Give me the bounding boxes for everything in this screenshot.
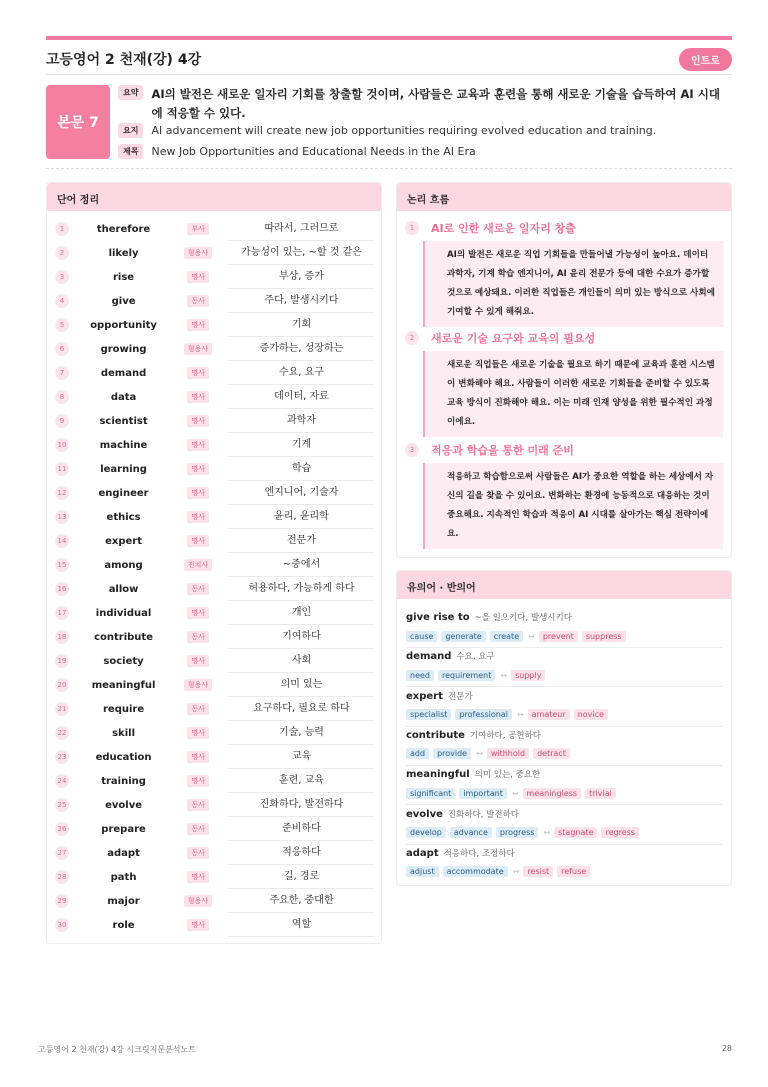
vocab-word: training	[101, 775, 146, 787]
vocab-word: contribute	[94, 631, 153, 643]
vocab-row	[51, 481, 375, 505]
vocab-pos-cell	[178, 367, 218, 379]
vocab-meaning: 주다, 발생시키다	[228, 289, 375, 313]
vocab-word: education	[95, 751, 152, 763]
vocab-row	[51, 361, 375, 385]
antonym-arrow-icon: ↔	[511, 788, 519, 798]
intro-button[interactable]: 인트로	[679, 48, 732, 71]
vocab-pos-cell	[178, 439, 218, 451]
synonym-headword: meaningful	[406, 769, 470, 781]
vocab-pos-cell	[178, 775, 218, 787]
synonym-entry-head	[406, 650, 722, 666]
vocab-number: 12	[55, 486, 69, 500]
vocab-meaning: 허용하다, 가능하게 하다	[228, 577, 375, 601]
vocab-pos-badge: 동사	[187, 295, 209, 307]
vocab-pos-badge: 형용사	[184, 343, 212, 355]
vocab-meaning: 증가하는, 성장하는	[228, 337, 375, 361]
header-divider	[46, 74, 732, 75]
vocab-row	[51, 457, 375, 481]
vocab-meaning: 사회	[228, 649, 375, 673]
vocab-meaning: 기계	[228, 433, 375, 457]
synonym-meaning: 진화하다, 발전하다	[447, 809, 519, 820]
vocab-number: 18	[55, 630, 69, 644]
vocab-word: likely	[108, 247, 139, 259]
synonym-chips	[406, 629, 722, 643]
vocab-pos-cell	[178, 319, 218, 331]
vocab-word: rise	[113, 271, 135, 283]
synonym-entry-head	[406, 847, 722, 863]
synonym-chip: specialist	[406, 709, 451, 720]
vocab-word: opportunity	[90, 319, 157, 331]
vocab-pos-badge: 명사	[187, 535, 209, 547]
vocab-heading: 단어 정리	[47, 183, 381, 211]
synonym-chip: create	[490, 631, 523, 642]
vocab-pos-badge: 명사	[187, 367, 209, 379]
vocab-word: give	[111, 295, 136, 307]
vocab-row	[51, 313, 375, 337]
antonym-arrow-icon: ↔	[476, 749, 483, 759]
vocab-pos-cell	[178, 391, 218, 403]
vocab-pos-badge: 명사	[187, 319, 209, 331]
vocab-meaning: 학습	[228, 457, 375, 481]
summary-row	[118, 85, 721, 123]
vocab-pos-cell	[178, 583, 218, 595]
flow-step-number: 2	[405, 331, 419, 345]
synonym-chip: important	[459, 788, 507, 799]
synonym-entry-head	[406, 729, 722, 745]
synonym-chip: develop	[406, 827, 446, 838]
synonym-entry-head	[406, 808, 722, 824]
vocab-pos-cell	[178, 223, 218, 235]
synonym-chips	[406, 865, 722, 879]
vocab-word: machine	[99, 439, 148, 451]
vocab-number: 1	[55, 222, 69, 236]
synonym-headword: demand	[406, 651, 452, 663]
title-text: New Job Opportunities and Educational Needs in the AI Era	[151, 145, 476, 158]
vocab-pos-badge: 형용사	[184, 247, 212, 259]
synonym-headword: evolve	[406, 808, 443, 820]
page-title: 고등영어 2 천재(강) 4강	[46, 52, 202, 68]
antonym-chip: resist	[523, 866, 553, 877]
synonym-chip: adjust	[406, 866, 439, 877]
antonym-chip: suppress	[582, 631, 626, 642]
synonym-meaning: 수요, 요구	[456, 652, 495, 663]
antonym-arrow-icon: ↔	[543, 828, 551, 837]
synonym-entry	[406, 650, 722, 682]
vocab-pos-cell	[178, 895, 218, 907]
vocab-number: 5	[55, 318, 69, 332]
vocab-word: skill	[112, 727, 135, 739]
vocab-row	[51, 865, 375, 889]
synonym-entry-head	[406, 768, 722, 784]
vocab-word: path	[110, 871, 137, 883]
vocab-pos-cell	[178, 247, 218, 259]
vocab-number: 6	[55, 342, 69, 356]
page-number: 28	[721, 1044, 732, 1053]
synonym-chip: provide	[433, 748, 471, 759]
synonym-chips	[406, 826, 722, 840]
vocab-pos-cell	[178, 919, 218, 931]
antonym-chip: stagnate	[554, 827, 597, 838]
synonym-chip: add	[406, 748, 429, 759]
antonym-chip: amateur	[528, 709, 570, 720]
vocab-number: 21	[55, 702, 69, 716]
vocab-row	[51, 817, 375, 841]
vocab-word: individual	[95, 607, 152, 619]
gist-text: AI advancement will create new job opportunities requiring evolved education and training.	[151, 124, 657, 137]
synonym-chip: progress	[496, 827, 539, 838]
vocab-number: 26	[55, 822, 69, 836]
flow-step-title: AI로 인한 새로운 일자리 창출	[431, 222, 576, 235]
vocab-row	[51, 409, 375, 433]
vocab-word: meaningful	[91, 679, 156, 691]
flow-step-body: 새로운 직업들은 새로운 기술을 필요로 하기 때문에 교육과 훈련 시스템이 변화해야 해요. 사람들이 이러한 새로운 기회들을 준비할 수 있도록 교육 방식이 진화해야 해요. 이는 미래 인재 양성을 위한 필수적인 과정이에요.	[423, 351, 723, 437]
synonym-headword: give rise to	[406, 612, 470, 623]
synonym-panel	[396, 570, 732, 886]
summary-badge: 요약	[118, 85, 143, 100]
vocab-number: 19	[55, 654, 69, 668]
vocab-pos-cell	[178, 343, 218, 355]
vocab-meaning: 데이터, 자료	[228, 385, 375, 409]
antonym-arrow-icon: ↔	[500, 670, 508, 680]
vocab-meaning: 윤리, 윤리학	[228, 505, 375, 529]
synonym-chip: significant	[406, 788, 455, 799]
vocab-pos-cell	[178, 535, 218, 547]
vocab-pos-badge: 전치사	[184, 559, 212, 571]
vocab-pos-badge: 형용사	[184, 679, 212, 691]
vocab-row	[51, 217, 375, 241]
antonym-chip: regress	[601, 827, 638, 838]
vocab-word: demand	[100, 367, 147, 379]
vocab-number: 22	[55, 726, 69, 740]
vocab-meaning: 교육	[228, 745, 375, 769]
synonym-chips	[406, 747, 722, 761]
synonym-chip: advance	[450, 827, 492, 838]
vocab-number: 2	[55, 246, 69, 260]
vocab-word: expert	[105, 535, 142, 547]
vocab-row	[51, 577, 375, 601]
vocab-meaning: 주요한, 중대한	[228, 889, 375, 913]
vocab-pos-badge: 명사	[187, 439, 209, 451]
vocab-number: 30	[55, 918, 69, 932]
vocab-meaning: 부상, 증가	[228, 265, 375, 289]
vocab-row	[51, 769, 375, 793]
vocab-pos-badge: 명사	[187, 463, 209, 475]
vocab-pos-cell	[178, 703, 218, 715]
vocab-row	[51, 433, 375, 457]
vocab-word: among	[104, 559, 143, 571]
vocab-word: engineer	[98, 487, 149, 499]
vocab-meaning: 역할	[228, 913, 375, 937]
synonym-chips	[406, 708, 722, 722]
vocab-row	[51, 601, 375, 625]
antonym-chip: refuse	[557, 866, 590, 877]
vocab-pos-cell	[178, 655, 218, 667]
vocab-meaning: 엔지니어, 기술자	[228, 481, 375, 505]
vocab-number: 23	[55, 750, 69, 764]
vocab-pos-badge: 명사	[187, 607, 209, 619]
antonym-chip: novice	[574, 709, 608, 720]
vocab-meaning: 따라서, 그러므로	[228, 217, 375, 241]
synonym-chip: need	[406, 670, 434, 681]
synonym-divider	[406, 844, 722, 845]
vocab-pos-cell	[178, 727, 218, 739]
vocab-number: 24	[55, 774, 69, 788]
vocab-pos-badge: 동사	[187, 799, 209, 811]
vocab-row	[51, 793, 375, 817]
vocab-pos-cell	[178, 559, 218, 571]
vocab-word: prepare	[101, 823, 146, 835]
logic-heading: 논리 흐름	[397, 183, 731, 211]
vocab-pos-cell	[178, 679, 218, 691]
vocab-number: 4	[55, 294, 69, 308]
vocab-number: 7	[55, 366, 69, 380]
synonym-entry	[406, 768, 722, 800]
vocab-row	[51, 913, 375, 937]
vocab-row	[51, 649, 375, 673]
page-footer	[38, 1044, 732, 1055]
synonym-divider	[406, 686, 722, 687]
vocab-number: 27	[55, 846, 69, 860]
synonym-meaning: 적응하다, 조정하다	[443, 848, 515, 859]
vocab-row	[51, 697, 375, 721]
gist-row	[118, 123, 656, 139]
vocab-word: society	[103, 655, 144, 667]
vocab-meaning: 수요, 요구	[228, 361, 375, 385]
vocab-number: 11	[55, 462, 69, 476]
vocab-row	[51, 385, 375, 409]
vocab-row	[51, 625, 375, 649]
flow-step-body: AI의 발전은 새로운 직업 기회들을 만들어낼 가능성이 높아요. 데이터 과학자, 기계 학습 엔지니어, AI 윤리 전문가 등에 대한 수요가 증가할 것으로 예상돼요. 이러한 직업들은 개인들이 의미 있는 방식으로 사회에 기여할 수 있게 해줘요.	[423, 241, 723, 327]
vocab-pos-cell	[178, 511, 218, 523]
vocab-number: 3	[55, 270, 69, 284]
synonym-entry	[406, 808, 722, 840]
vocab-row	[51, 505, 375, 529]
antonym-arrow-icon: ↔	[528, 631, 535, 641]
vocab-pos-cell	[178, 487, 218, 499]
synonym-meaning: ~을 일으키다, 발생시키다	[474, 613, 572, 623]
flow-step-header	[405, 219, 723, 237]
gist-badge: 요지	[118, 123, 143, 138]
vocab-meaning: 기회	[228, 313, 375, 337]
vocab-word: data	[110, 391, 137, 403]
synonym-chip: cause	[406, 631, 437, 642]
footer-text: 고등영어 2 천재(강) 4강 시크릿지문분석노트	[38, 1045, 196, 1054]
vocab-row	[51, 265, 375, 289]
vocab-number: 25	[55, 798, 69, 812]
vocab-pos-badge: 명사	[187, 919, 209, 931]
vocab-word: evolve	[105, 799, 142, 811]
synonym-divider	[406, 726, 722, 727]
vocab-pos-badge: 명사	[187, 415, 209, 427]
vocab-word: scientist	[99, 415, 148, 427]
vocab-pos-cell	[178, 799, 218, 811]
vocab-pos-cell	[178, 415, 218, 427]
vocab-pos-badge: 동사	[187, 631, 209, 643]
vocab-word: learning	[100, 463, 147, 475]
flow-step-number: 1	[405, 221, 419, 235]
vocab-word: role	[112, 919, 135, 931]
vocab-pos-cell	[178, 871, 218, 883]
vocab-pos-cell	[178, 631, 218, 643]
vocab-pos-badge: 명사	[187, 655, 209, 667]
logic-panel	[396, 182, 732, 558]
vocab-meaning: 기여하다	[228, 625, 375, 649]
vocab-pos-cell	[178, 607, 218, 619]
antonym-chip: meaningless	[523, 788, 582, 799]
vocab-number: 14	[55, 534, 69, 548]
vocab-number: 28	[55, 870, 69, 884]
synonym-entry-head	[406, 611, 722, 627]
summary-text: AI의 발전은 새로운 일자리 기회를 창출할 것이며, 사람들은 교육과 훈련을 통해 새로운 기술을 습득하여 AI 시대에 적응할 수 있다.	[151, 87, 720, 120]
synonym-chips	[406, 786, 722, 800]
vocab-number: 9	[55, 414, 69, 428]
antonym-chip: trivial	[585, 788, 616, 799]
synonym-entry	[406, 847, 722, 879]
vocab-number: 29	[55, 894, 69, 908]
vocab-row	[51, 553, 375, 577]
synonym-entry	[406, 690, 722, 722]
vocab-row	[51, 529, 375, 553]
title-badge: 제목	[118, 144, 143, 159]
vocab-meaning: 과학자	[228, 409, 375, 433]
synonym-divider	[406, 647, 722, 648]
vocab-meaning: 기술, 능력	[228, 721, 375, 745]
section-divider	[46, 168, 732, 169]
antonym-arrow-icon: ↔	[512, 867, 520, 877]
synonym-chip: accommodate	[443, 866, 508, 877]
vocab-word: therefore	[96, 223, 151, 235]
vocab-pos-badge: 동사	[187, 847, 209, 859]
vocab-meaning: 진화하다, 발전하다	[228, 793, 375, 817]
vocab-pos-badge: 동사	[187, 703, 209, 715]
vocab-pos-cell	[178, 271, 218, 283]
synonym-meaning: 전문가	[447, 691, 473, 702]
antonym-chip: detract	[533, 748, 570, 759]
synonym-chip: requirement	[438, 670, 495, 681]
vocab-row	[51, 745, 375, 769]
synonym-entry	[406, 611, 722, 643]
vocab-pos-cell	[178, 847, 218, 859]
vocab-pos-badge: 명사	[187, 391, 209, 403]
vocab-pos-badge: 명사	[187, 511, 209, 523]
vocab-pos-badge: 형용사	[184, 895, 212, 907]
vocab-pos-badge: 부사	[187, 223, 209, 235]
vocab-number: 17	[55, 606, 69, 620]
vocab-pos-cell	[178, 295, 218, 307]
synonym-divider	[406, 804, 722, 805]
vocab-meaning: 전문가	[228, 529, 375, 553]
vocab-meaning: 길, 경로	[228, 865, 375, 889]
vocab-pos-badge: 명사	[187, 775, 209, 787]
vocab-pos-badge: 명사	[187, 487, 209, 499]
vocab-row	[51, 337, 375, 361]
vocab-meaning: ~중에서	[228, 553, 375, 577]
vocab-pos-badge: 명사	[187, 751, 209, 763]
vocab-pos-cell	[178, 463, 218, 475]
synonym-entry	[406, 729, 722, 761]
page-header	[46, 47, 732, 71]
synonym-meaning: 기여하다, 공헌하다	[469, 730, 541, 741]
passage-tag: 본문 7	[46, 85, 110, 159]
flow-step-number: 3	[405, 443, 419, 457]
vocab-meaning: 준비하다	[228, 817, 375, 841]
synonym-meaning: 의미 있는, 중요한	[474, 770, 541, 781]
synonym-entry-head	[406, 690, 722, 706]
flow-step-title: 적응과 학습을 통한 미래 준비	[431, 444, 574, 457]
vocab-panel	[46, 182, 382, 944]
vocab-pos-badge: 명사	[187, 727, 209, 739]
vocab-meaning: 가능성이 있는, ~할 것 같은	[228, 241, 375, 265]
vocab-number: 8	[55, 390, 69, 404]
vocab-pos-cell	[178, 751, 218, 763]
vocab-row	[51, 841, 375, 865]
vocab-word: ethics	[106, 511, 141, 523]
vocab-meaning: 의미 있는	[228, 673, 375, 697]
vocab-number: 13	[55, 510, 69, 524]
antonym-chip: supply	[511, 670, 545, 681]
synonym-divider	[406, 765, 722, 766]
vocab-row	[51, 889, 375, 913]
synonym-headword: contribute	[406, 729, 465, 741]
synonym-chips	[406, 668, 722, 682]
vocab-meaning: 개인	[228, 601, 375, 625]
vocab-row	[51, 673, 375, 697]
flow-step-header	[405, 329, 723, 347]
vocab-number: 15	[55, 558, 69, 572]
vocab-word: growing	[100, 343, 147, 355]
flow-step-body: 적응하고 학습함으로써 사람들은 AI가 중요한 역할을 하는 세상에서 자신의 길을 찾을 수 있어요. 변화하는 환경에 능동적으로 대응하는 것이 중요해요. 지속적인 학습과 적응이 AI 시대를 살아가는 핵심 전략이에요.	[423, 463, 723, 549]
vocab-number: 16	[55, 582, 69, 596]
vocab-pos-badge: 동사	[187, 583, 209, 595]
vocab-row	[51, 721, 375, 745]
synonym-heading: 유의어 · 반의어	[397, 571, 731, 599]
vocab-meaning: 훈련, 교육	[228, 769, 375, 793]
antonym-chip: prevent	[539, 631, 578, 642]
vocab-row	[51, 241, 375, 265]
flow-step-header	[405, 441, 723, 459]
vocab-number: 20	[55, 678, 69, 692]
synonym-headword: adapt	[406, 847, 439, 859]
synonym-headword: expert	[406, 690, 443, 702]
vocab-row	[51, 289, 375, 313]
synonym-chip: professional	[455, 709, 511, 720]
vocab-word: allow	[108, 583, 139, 595]
top-accent-bar	[46, 36, 732, 40]
antonym-chip: withhold	[487, 748, 529, 759]
vocab-number: 10	[55, 438, 69, 452]
vocab-pos-badge: 동사	[187, 823, 209, 835]
vocab-pos-cell	[178, 823, 218, 835]
synonym-chip: generate	[441, 631, 485, 642]
vocab-word: major	[107, 895, 140, 907]
flow-step-title: 새로운 기술 요구와 교육의 필요성	[431, 332, 596, 345]
vocab-meaning: 적응하다	[228, 841, 375, 865]
antonym-arrow-icon: ↔	[516, 710, 524, 720]
vocab-word: adapt	[107, 847, 140, 859]
vocab-pos-badge: 명사	[187, 271, 209, 283]
title-row	[118, 144, 476, 160]
vocab-word: require	[102, 703, 145, 715]
vocab-pos-badge: 명사	[187, 871, 209, 883]
vocab-meaning: 요구하다, 필요로 하다	[228, 697, 375, 721]
